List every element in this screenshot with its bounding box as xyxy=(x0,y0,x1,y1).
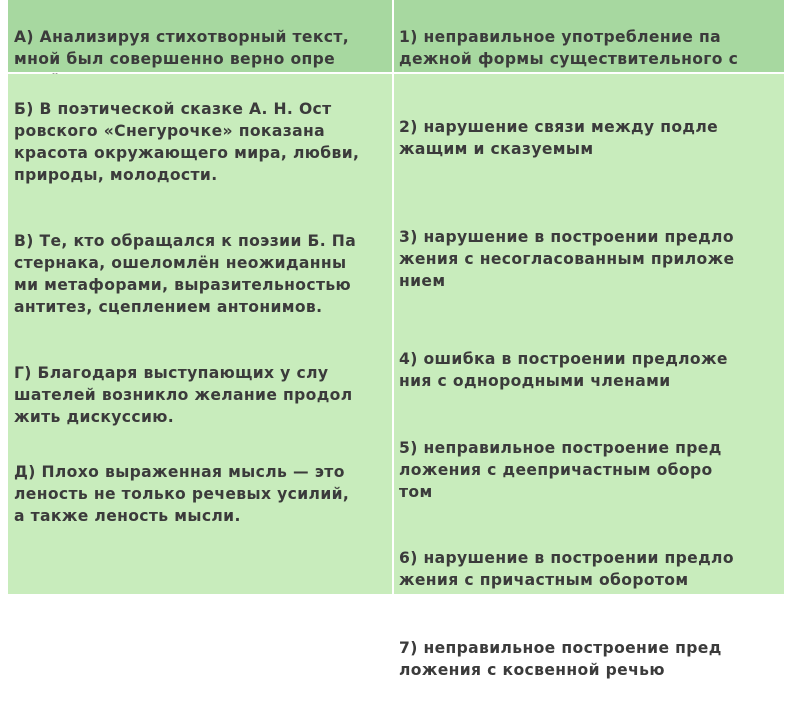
right-header-cell xyxy=(394,0,784,74)
sentence-b: Б) В поэтической сказке А. Н. Ост ровского «Снегурочке» показана красота окружающего мира, любви, природы, молодости. xyxy=(14,100,360,184)
error-type-3: 3) нарушение в построении предло жения с несогласованным приложе нием xyxy=(399,228,735,290)
matching-table xyxy=(8,0,784,679)
sentences-column xyxy=(8,74,394,594)
left-header-cell xyxy=(8,0,394,74)
error-type-5: 5) неправильное построение пред ложения с деепричастным оборо том xyxy=(399,439,722,501)
sentence-d: Г) Благодаря выступающих у слу шателей возникло желание продол жить дискуссию. xyxy=(14,364,353,426)
sentence-c: В) Те, кто обращался к поэзии Б. Па стернака, ошеломлён неожиданны ми метафорами, выразительностью антитез, сцеплением антонимов. xyxy=(14,232,357,316)
error-type-6: 6) нарушение в построении предло жения с причастным оборотом xyxy=(399,549,734,589)
error-type-7: 7) неправильное построение пред ложения с косвенной речью xyxy=(399,639,722,679)
sentence-e: Д) Плохо выраженная мысль — это леность не только речевых усилий, а также леность мысли. xyxy=(14,463,350,525)
error-types-column xyxy=(394,74,784,679)
sentence-a: А) Анализируя стихотворный текст, мной был совершенно верно опре xyxy=(14,28,350,68)
error-type-1: 1) неправильное употребление па дежной формы существительного с xyxy=(399,28,739,68)
error-type-4: 4) ошибка в построении предложе ния с однородными членами xyxy=(399,350,728,390)
error-type-2: 2) нарушение связи между подле жащим и сказуемым xyxy=(399,118,719,158)
